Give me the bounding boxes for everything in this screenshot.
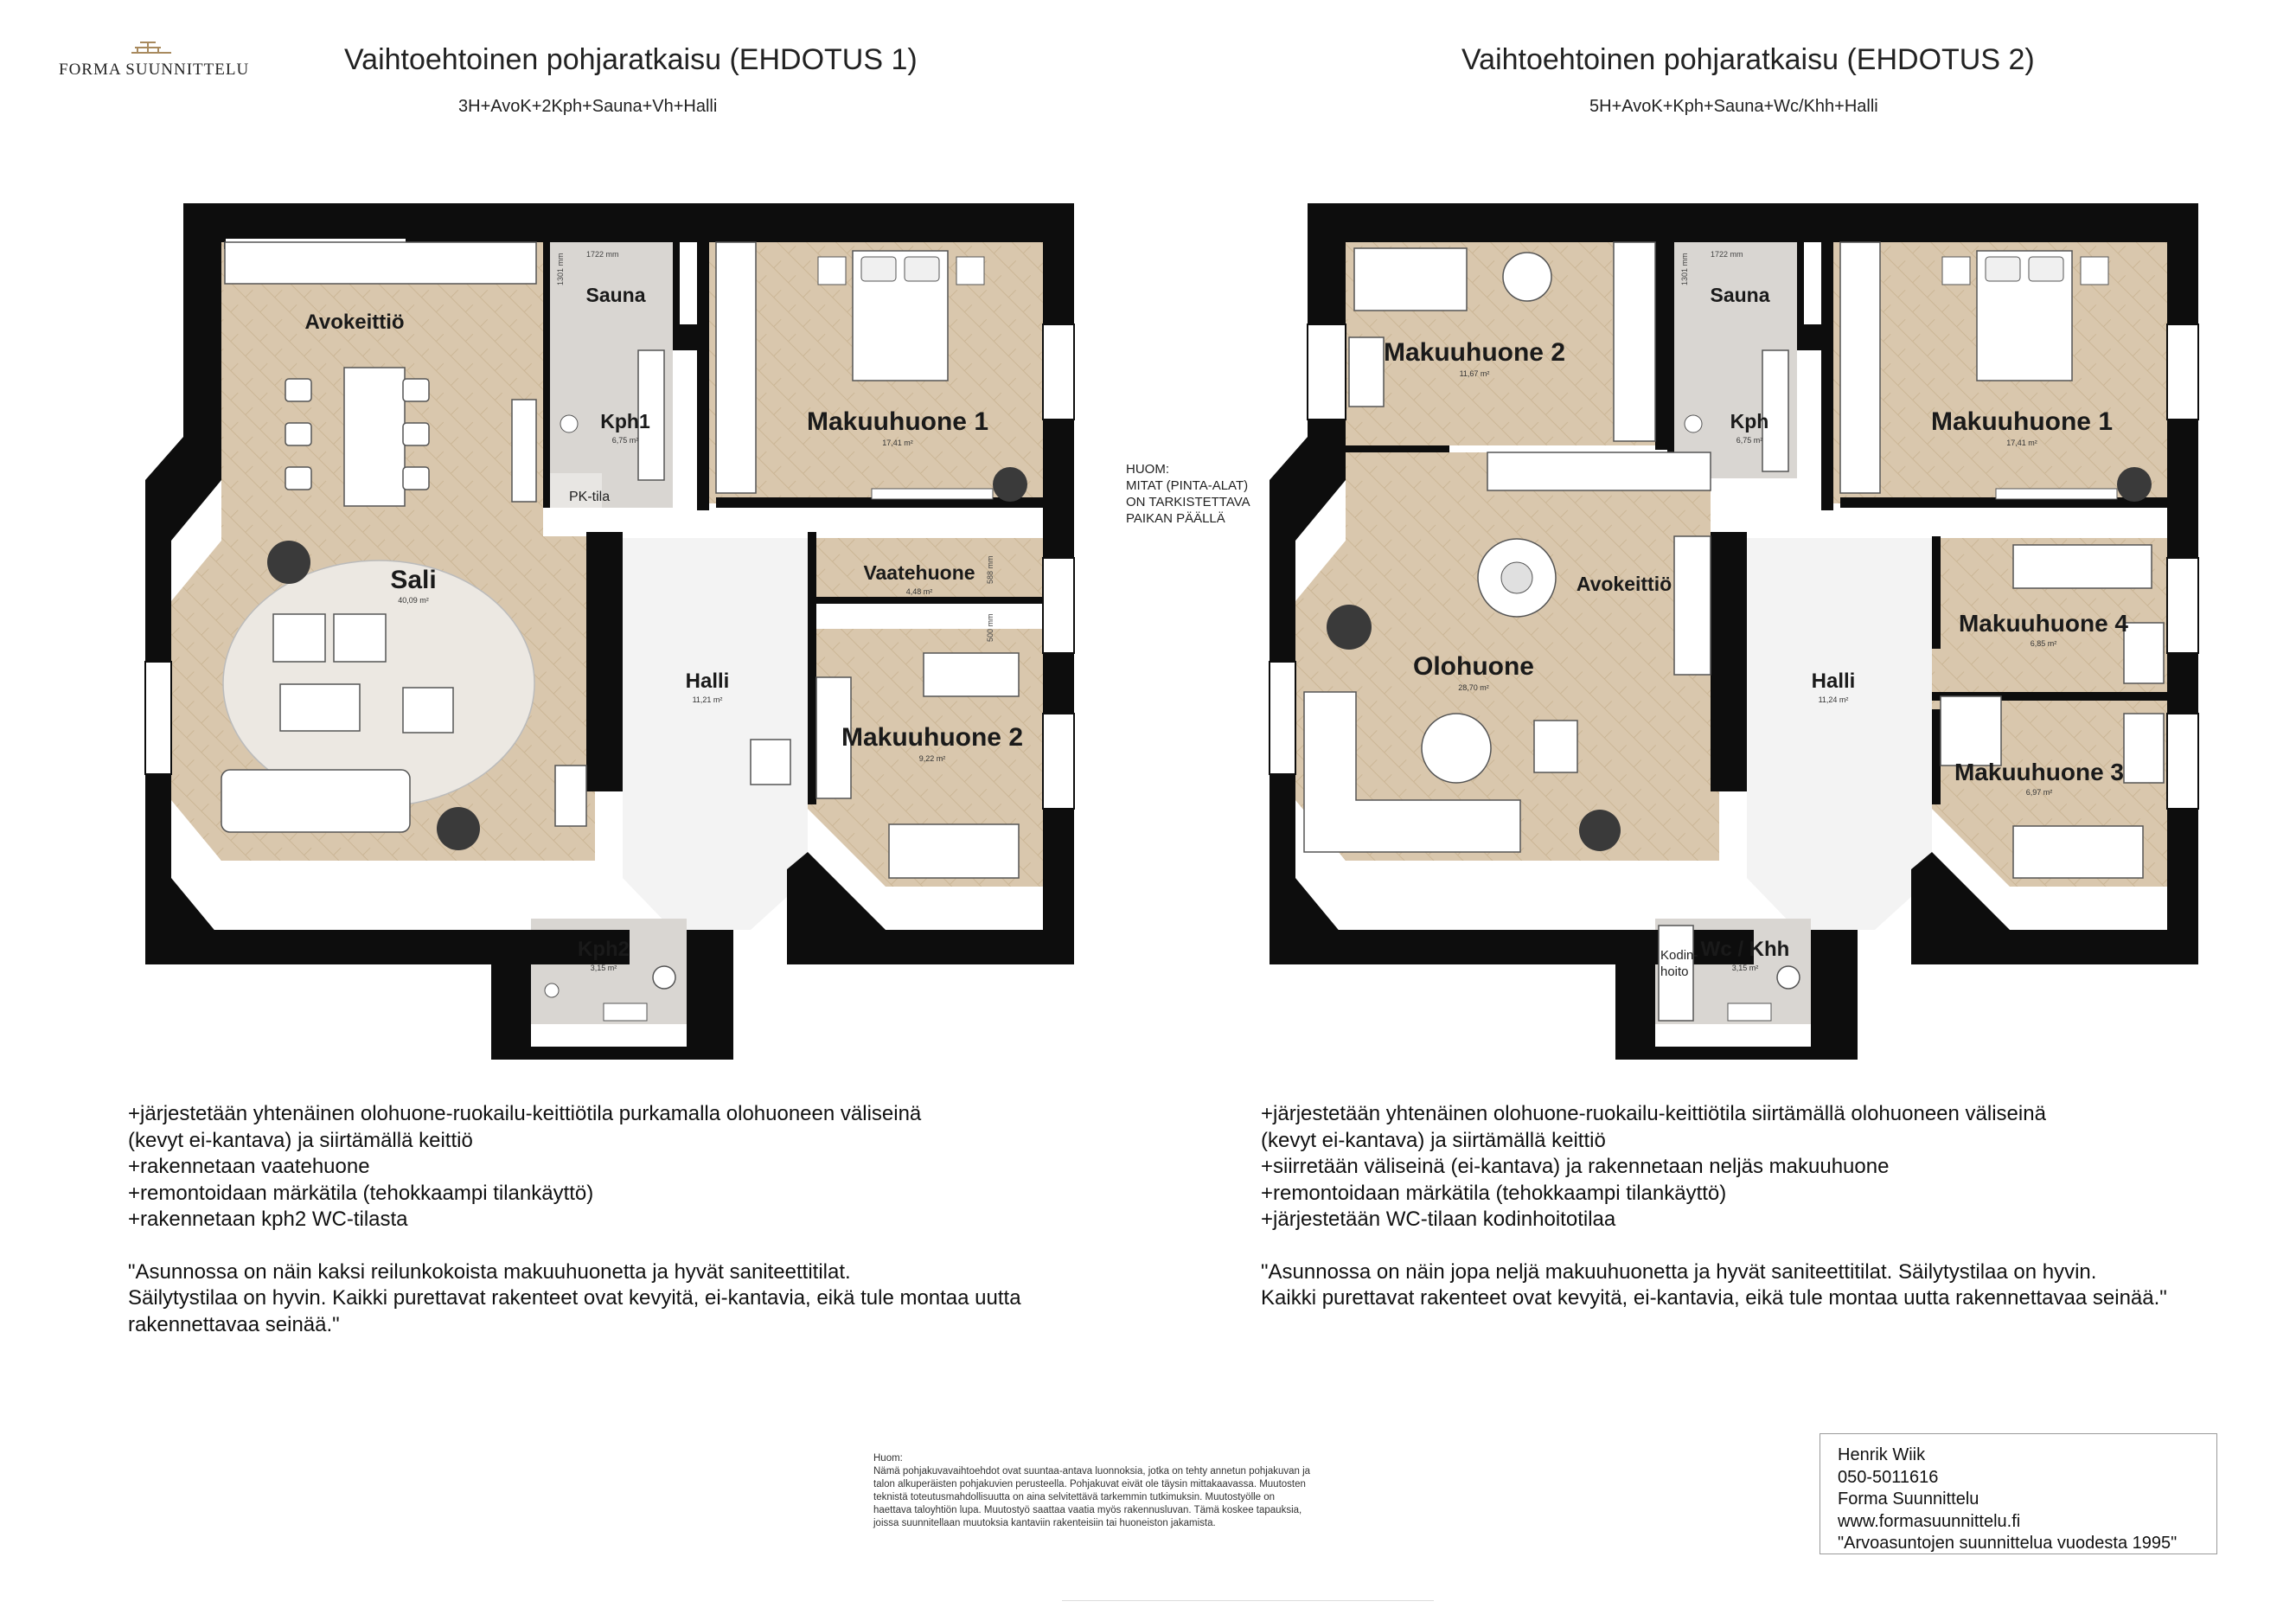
label-makuuhuone-4: Makuuhuone 4 <box>1958 610 2129 637</box>
contact-company: Forma Suunnittelu <box>1838 1489 1979 1509</box>
disclaimer-line: Nämä pohjakuvavaihtoehdot ovat suuntaa-antava luonnoksia, jotka on tehty annetun pohjakuvan ja <box>873 1466 1311 1477</box>
label-makuuhuone-2: Makuuhuone 2 <box>1383 338 1566 367</box>
proposal2-title: Vaihtoehtoinen pohjaratkaisu (EHDOTUS 2) <box>1461 43 2035 76</box>
label-kodinhoito-line1: Kodin- <box>1660 948 1698 963</box>
area-halli: 11,21 m² <box>692 695 723 704</box>
description-line: (kevyt ei-kantava) ja siirtämällä keittiö <box>1261 1128 1606 1152</box>
area-kph2: 3,15 m² <box>590 964 617 972</box>
plant-icon <box>437 807 480 850</box>
area-sali: 40,09 m² <box>398 596 429 605</box>
description-line: +remontoidaan märkätila (tehokkaampi tilankäyttö) <box>128 1181 594 1205</box>
quote-line: rakennettavaa seinää." <box>128 1312 340 1336</box>
label-olohuone: Olohuone <box>1413 652 1534 681</box>
plant-icon <box>2117 467 2152 502</box>
measurement-note <box>1126 461 1250 527</box>
floor-plan-2 <box>1252 195 2212 1060</box>
label-sauna: Sauna <box>1710 284 1770 306</box>
disclaimer-line: joissa suunnitellaan muutoksia kantaviin rakenteisiin tai huoneiston jakamista. <box>873 1518 1216 1528</box>
label-wc-khh: Wc / Khh <box>1700 938 1790 961</box>
logo-text: FORMA SUUNNITTELU <box>59 61 250 79</box>
measurement-note-line: PAIKAN PÄÄLLÄ <box>1126 511 1225 526</box>
label-halli: Halli <box>685 669 730 693</box>
area-halli: 11,24 m² <box>1818 695 1849 704</box>
area-wc-khh: 3,15 m² <box>1731 964 1759 972</box>
halli-floor <box>623 538 808 930</box>
quote-line: "Asunnossa on näin kaksi reilunkokoista makuuhuonetta ja hyvät saniteettitilat. <box>128 1259 851 1284</box>
disclaimer-line: talon alkuperäisten pohjakuvien perusteella. Pohjakuvat eivät ole täysin mittakaavassa. Muutosten <box>873 1479 1306 1489</box>
halli-floor <box>1747 538 1932 930</box>
proposal2-subtitle: 5H+AvoK+Kph+Sauna+Wc/Khh+Halli <box>1589 97 1878 116</box>
dim-vaatehuone-depth: 500 mm <box>986 613 995 642</box>
proposal1-subtitle: 3H+AvoK+2Kph+Sauna+Vh+Halli <box>458 97 718 116</box>
area-makuuhuone-1: 17,41 m² <box>2006 439 2037 447</box>
area-kph1: 6,75 m² <box>611 436 639 445</box>
disclaimer-line: haettava taloyhtiön lupa. Muutostyö saattaa vaatia myös rakennusluvan. Tämä koskee tapauksia, <box>873 1505 1302 1515</box>
quote-line: "Asunnossa on näin jopa neljä makuuhuonetta ja hyvät saniteettitilat. Säilytystilaa on hyvin. <box>1261 1259 2097 1284</box>
contact-phone: 050-5011616 <box>1838 1467 1939 1487</box>
plant-icon <box>1579 810 1621 851</box>
label-sauna: Sauna <box>585 284 646 306</box>
dim-vaatehuone-width: 588 mm <box>986 555 995 584</box>
proposal1-description <box>128 1101 1122 1338</box>
area-olohuone: 28,70 m² <box>1458 683 1489 692</box>
description-line: +järjestetään yhtenäinen olohuone-ruokailu-keittiötila purkamalla olohuoneen väliseinä <box>128 1102 922 1125</box>
contact-website: www.formasuunnittelu.fi <box>1838 1511 2021 1531</box>
forma-logo-icon <box>130 42 173 59</box>
area-kph: 6,75 m² <box>1736 436 1763 445</box>
description-line: +järjestetään yhtenäinen olohuone-ruokailu-keittiötila siirtämällä olohuoneen väliseinä <box>1261 1102 2046 1125</box>
plant-icon <box>1327 605 1372 650</box>
plant-icon <box>993 467 1027 502</box>
label-makuuhuone-1: Makuuhuone 1 <box>806 407 989 436</box>
measurement-note-line: ON TARKISTETTAVA <box>1126 495 1250 509</box>
measurement-note-line: MITAT (PINTA-ALAT) <box>1126 478 1249 493</box>
description-line: +rakennetaan kph2 WC-tilasta <box>128 1208 408 1231</box>
label-avokeittio: Avokeittiö <box>1576 573 1672 595</box>
contact-slogan: "Arvoasuntojen suunnittelua vuodesta 1995" <box>1838 1534 2178 1553</box>
disclaimer-heading: Huom: <box>873 1453 903 1464</box>
description-line: +remontoidaan märkätila (tehokkaampi tilankäyttö) <box>1261 1181 1727 1205</box>
area-makuuhuone-1: 17,41 m² <box>882 439 913 447</box>
label-sali: Sali <box>390 566 437 594</box>
label-avokeittio: Avokeittiö <box>304 311 405 334</box>
disclaimer-note <box>873 1452 1436 1530</box>
company-logo <box>59 42 250 81</box>
area-vaatehuone: 4,48 m² <box>905 587 933 596</box>
quote-line: Säilytystilaa on hyvin. Kaikki purettavat rakenteet ovat kevyitä, ei-kantavia, eikä tule montaa uutta <box>128 1286 1021 1310</box>
label-kph1: Kph1 <box>600 410 650 432</box>
dim-sauna-width: 1722 mm <box>586 250 619 259</box>
disclaimer-line: teknistä toteutusmahdollisuutta on aina selvitettävä tarkemmin tutkimuksin. Muutostyölle on <box>873 1492 1276 1502</box>
description-line: +rakennetaan vaatehuone <box>128 1155 370 1178</box>
proposal1-title: Vaihtoehtoinen pohjaratkaisu (EHDOTUS 1) <box>344 43 918 76</box>
proposal2-description <box>1261 1101 2281 1312</box>
area-makuuhuone-4: 6,85 m² <box>2030 639 2057 648</box>
dim-sauna-width: 1722 mm <box>1711 250 1743 259</box>
label-pk-tila: PK-tila <box>569 490 611 504</box>
description-line: +siirretään väliseinä (ei-kantava) ja rakennetaan neljäs makuuhuone <box>1261 1155 1890 1178</box>
plant-icon <box>267 541 310 584</box>
area-makuuhuone-2: 11,67 m² <box>1459 369 1490 378</box>
label-kph2: Kph2 <box>578 938 630 961</box>
label-kodinhoito-line2: hoito <box>1660 964 1689 979</box>
label-makuuhuone-1: Makuuhuone 1 <box>1930 407 2114 436</box>
label-kph: Kph <box>1730 410 1769 432</box>
description-line: +järjestetään WC-tilaan kodinhoitotilaa <box>1261 1208 1616 1231</box>
quote-line: Kaikki purettavat rakenteet ovat kevyitä, ei-kantavia, eikä tule montaa uutta rakennettavaa seinää." <box>1261 1286 2167 1310</box>
area-makuuhuone-2: 9,22 m² <box>918 754 946 763</box>
measurement-note-line: HUOM: <box>1126 462 1169 477</box>
contact-name: Henrik Wiik <box>1838 1445 1926 1464</box>
dim-sauna-depth: 1301 mm <box>1680 253 1689 285</box>
label-makuuhuone-2: Makuuhuone 2 <box>841 723 1024 752</box>
contact-box <box>1820 1433 2217 1554</box>
label-halli: Halli <box>1811 669 1856 693</box>
label-vaatehuone: Vaatehuone <box>863 561 975 584</box>
floor-plan-1 <box>128 195 1088 1060</box>
dim-sauna-depth: 1301 mm <box>556 253 565 285</box>
description-line: (kevyt ei-kantava) ja siirtämällä keittiö <box>128 1128 473 1152</box>
area-makuuhuone-3: 6,97 m² <box>2025 788 2053 797</box>
footer-divider <box>1062 1600 1434 1601</box>
label-makuuhuone-3: Makuuhuone 3 <box>1954 759 2125 785</box>
